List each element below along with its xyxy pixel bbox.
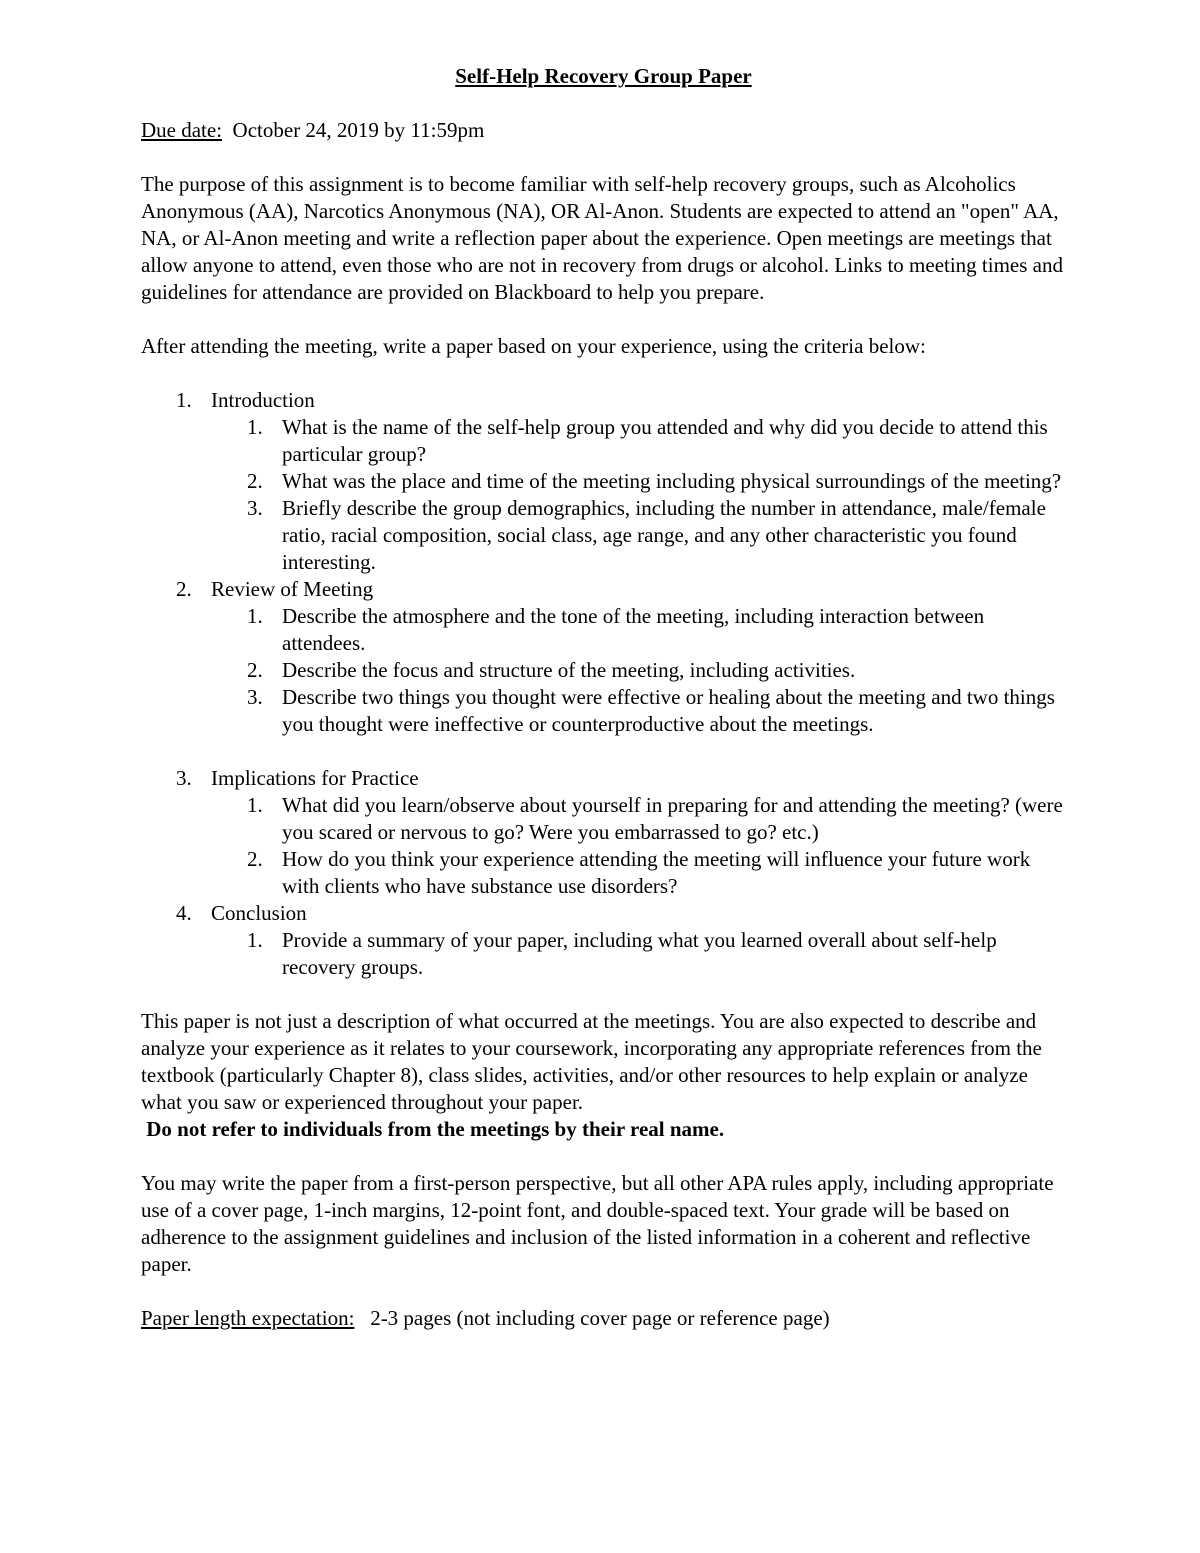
section-label: Review of Meeting [211,577,374,601]
item-text: What did you learn/observe about yourself in preparing for and attending the meeting? (were you scared or nervous to go? Were you embarrassed to go? etc.) [282,793,1063,844]
analysis-text: This paper is not just a description of what occurred at the meetings. You are also expected to describe and analyze your experience as it relates to your coursework, incorporating any appropriate references from the textbook (particularly Chapter 8), class slides, activities, and/or other resources to help explain or analyze what you saw or experienced throughout your paper. [141,1009,1042,1114]
due-date-label: Due date: [141,118,223,142]
purpose-paragraph: The purpose of this assignment is to become familiar with self-help recovery groups, such as Alcoholics Anonymous (AA), Narcotics Anonymous (NA), OR Al-Anon. Students are expected to attend an "open" AA, NA, or Al-Anon meeting and write a reflection paper about the experience. Open meetings are meetings that allow anyone to attend, even those who are not in recovery from drugs or alcohol. Links to meeting times and guidelines for attendance are provided on Blackboard to help you prepare. [141,172,1064,304]
list-item [211,657,1066,684]
section-number: 2. [176,577,192,601]
item-number: 3. [247,685,263,709]
item-text: Describe the focus and structure of the meeting, including activities. [282,658,856,682]
criteria-list-continued [141,765,1066,981]
list-item [211,414,1066,468]
analysis-paragraph [141,1008,1066,1143]
item-number: 1. [247,604,263,628]
section-number: 1. [176,388,192,412]
apa-paragraph: You may write the paper from a first-person perspective, but all other APA rules apply, including appropriate use of a cover page, 1-inch margins, 12-point font, and double-spaced text. Your grade will be based on adherence to the assignment guidelines and inclusion of the listed information in a coherent and reflective paper. [141,1171,1054,1276]
list-item [211,495,1066,576]
due-date-line [141,117,1066,144]
item-number: 1. [247,415,263,439]
list-item [211,927,1066,981]
list-item [211,603,1066,657]
item-text: Briefly describe the group demographics, including the number in attendance, male/female ratio, racial composition, social class, age range, and any other characteristic you found interesting. [282,496,1046,574]
item-number: 2. [247,469,263,493]
section-items [211,414,1066,576]
item-text: Describe the atmosphere and the tone of the meeting, including interaction between attendees. [282,604,985,655]
item-text: Provide a summary of your paper, including what you learned overall about self-help recovery groups. [282,928,997,979]
list-item [211,792,1066,846]
paper-length-value: 2-3 pages (not including cover page or reference page) [370,1306,830,1330]
section-items [211,603,1066,738]
section-review-of-meeting [141,576,1066,738]
due-date-value: October 24, 2019 by 11:59pm [232,118,485,142]
item-number: 3. [247,496,263,520]
section-label: Conclusion [211,901,307,925]
section-introduction [141,387,1066,576]
criteria-list [141,387,1066,738]
warning-text: Do not refer to individuals from the meetings by their real name. [146,1117,725,1141]
item-number: 2. [247,658,263,682]
section-conclusion [141,900,1066,981]
item-number: 1. [247,793,263,817]
document-page [141,63,1066,1332]
section-label: Implications for Practice [211,766,419,790]
section-label: Introduction [211,388,315,412]
section-implications-for-practice [141,765,1066,900]
item-number: 2. [247,847,263,871]
item-text: Describe two things you thought were effective or healing about the meeting and two things you thought were ineffective or counterproductive about the meetings. [282,685,1055,736]
criteria-intro: After attending the meeting, write a paper based on your experience, using the criteria below: [141,334,926,358]
document-title: Self-Help Recovery Group Paper [455,64,752,88]
list-item [211,846,1066,900]
paper-length-line [141,1305,1066,1332]
item-text: How do you think your experience attending the meeting will influence your future work with clients who have substance use disorders? [282,847,1031,898]
list-item [211,468,1066,495]
item-number: 1. [247,928,263,952]
item-text: What is the name of the self-help group you attended and why did you decide to attend this particular group? [282,415,1048,466]
section-number: 3. [176,766,192,790]
paper-length-label: Paper length expectation: [141,1306,355,1330]
section-number: 4. [176,901,192,925]
list-item [211,684,1066,738]
section-items [211,927,1066,981]
item-text: What was the place and time of the meeting including physical surroundings of the meeting? [282,469,1062,493]
section-items [211,792,1066,900]
